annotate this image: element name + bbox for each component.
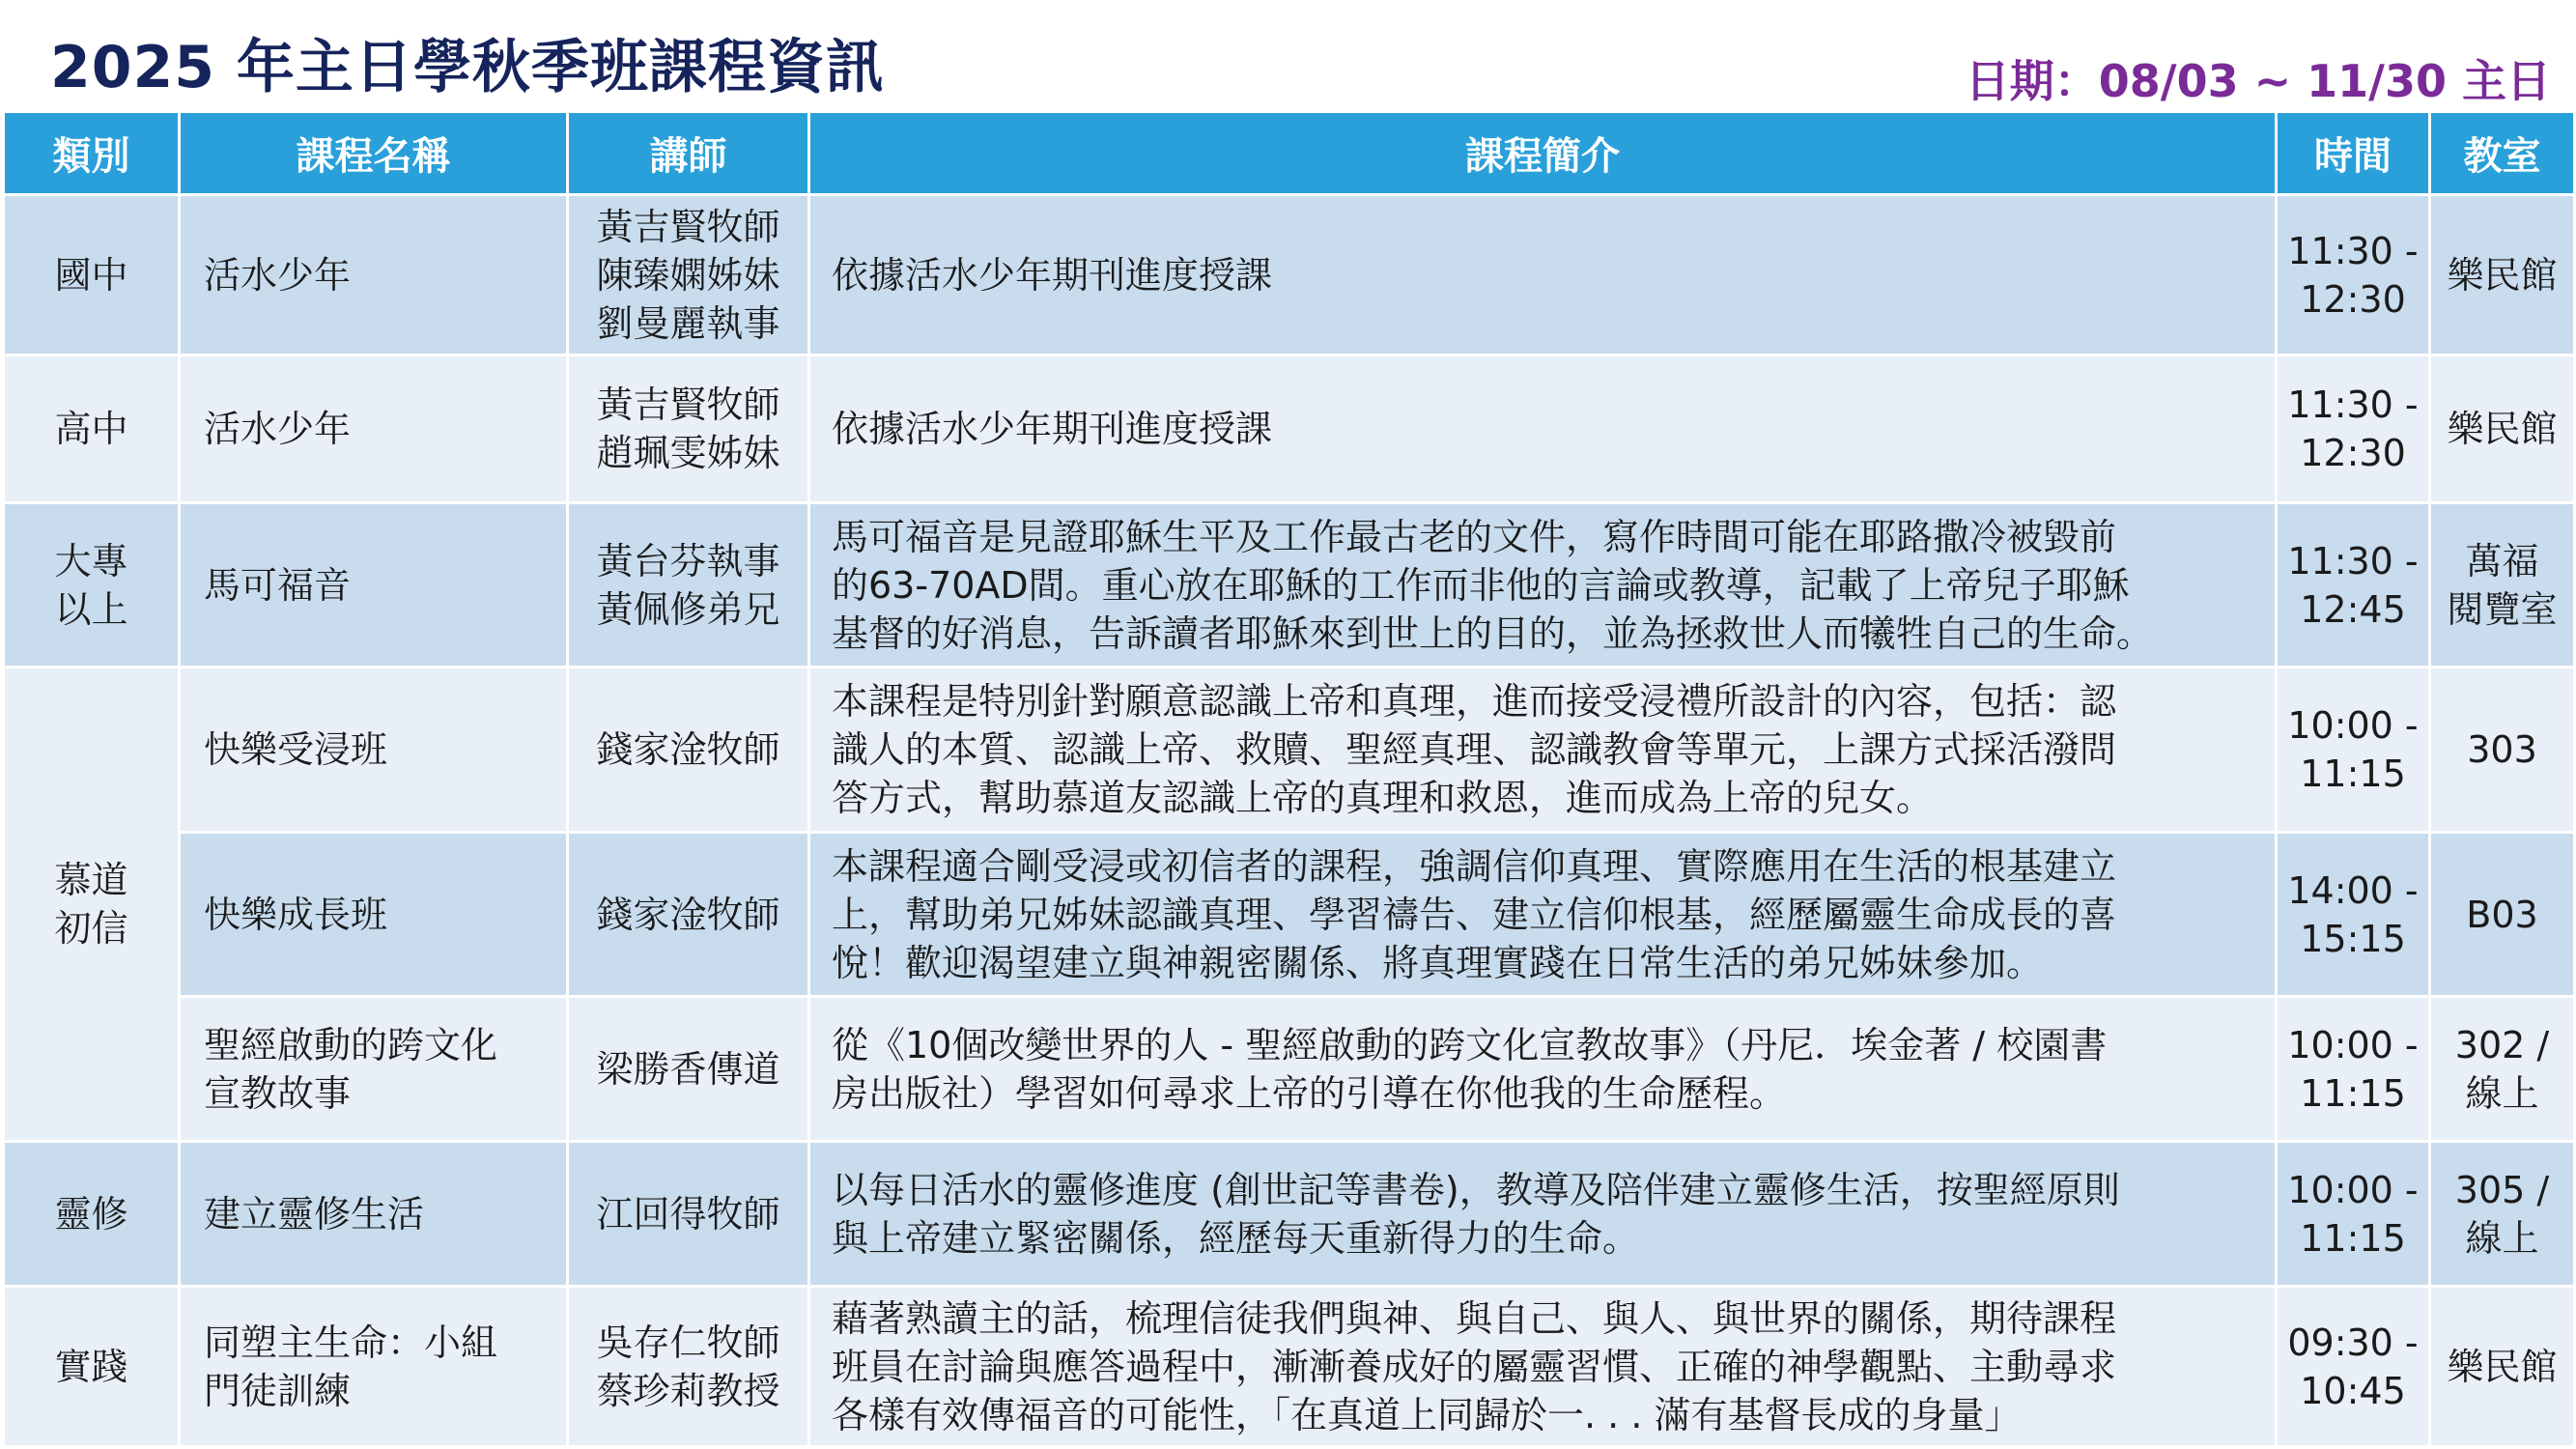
category-cell: 高中 bbox=[4, 355, 180, 503]
course-name-cell: 快樂受浸班 bbox=[180, 668, 568, 833]
course-name-cell: 活水少年 bbox=[180, 355, 568, 503]
table-row bbox=[4, 997, 2575, 1142]
category-cell: 實踐 bbox=[4, 1287, 180, 1447]
description-cell: 以每日活水的靈修進度 (創世記等書卷)，教導及陪伴建立靈修生活，按聖經原則 與上帝建立緊密關係，經歷每天重新得力的生命。 bbox=[809, 1142, 2277, 1287]
table-row bbox=[4, 1142, 2575, 1287]
teacher-cell: 吳存仁牧師 蔡珍莉教授 bbox=[568, 1287, 809, 1447]
description-cell: 從《10個改變世界的人 - 聖經啟動的跨文化宣教故事》（丹尼．埃金著 / 校園書 房出版社）學習如何尋求上帝的引導在你他我的生命歷程。 bbox=[809, 997, 2277, 1142]
room-cell: 萬福 閱覽室 bbox=[2430, 503, 2575, 668]
time-cell: 10:00 - 11:15 bbox=[2277, 668, 2430, 833]
col-header-room: 教室 bbox=[2430, 112, 2575, 195]
teacher-cell: 江回得牧師 bbox=[568, 1142, 809, 1287]
col-header-category: 類別 bbox=[4, 112, 180, 195]
teacher-cell: 梁勝香傳道 bbox=[568, 997, 809, 1142]
table-row bbox=[4, 833, 2575, 997]
table-row bbox=[4, 503, 2575, 668]
description-cell: 馬可福音是見證耶穌生平及工作最古老的文件，寫作時間可能在耶路撒冷被毀前 的63-70AD間。重心放在耶穌的工作而非他的言論或教導，記載了上帝兒子耶穌 基督的好消息，告訴讀者耶穌來到世上的目的，並為拯救世人而犧牲自己的生命。 bbox=[809, 503, 2277, 668]
room-cell: 樂民館 bbox=[2430, 1287, 2575, 1447]
room-cell: 305 / 線上 bbox=[2430, 1142, 2575, 1287]
time-cell: 11:30 - 12:30 bbox=[2277, 195, 2430, 355]
room-cell: 303 bbox=[2430, 668, 2575, 833]
table-row bbox=[4, 1287, 2575, 1447]
date-range: 日期：08/03 ~ 11/30 主日 bbox=[1965, 55, 2551, 107]
course-name-cell: 建立靈修生活 bbox=[180, 1142, 568, 1287]
teacher-cell: 黃吉賢牧師 趙珮雯姊妹 bbox=[568, 355, 809, 503]
teacher-cell: 黃吉賢牧師 陳臻嫻姊妹 劉曼麗執事 bbox=[568, 195, 809, 355]
table-row bbox=[4, 355, 2575, 503]
time-cell: 11:30 - 12:45 bbox=[2277, 503, 2430, 668]
course-name-cell: 同塑主生命：小組 門徒訓練 bbox=[180, 1287, 568, 1447]
time-cell: 11:30 - 12:30 bbox=[2277, 355, 2430, 503]
description-cell: 藉著熟讀主的話，梳理信徒我們與神、與自己、與人、與世界的關係，期待課程 班員在討論與應答過程中，漸漸養成好的屬靈習慣、正確的神學觀點、主動尋求 各樣有效傳福音的可能性，「在真道上同歸於一. . . 滿有基督長成的身量」 bbox=[809, 1287, 2277, 1447]
description-cell: 依據活水少年期刊進度授課 bbox=[809, 195, 2277, 355]
description-cell: 本課程適合剛受浸或初信者的課程，強調信仰真理、實際應用在生活的根基建立 上，幫助弟兄姊妹認識真理、學習禱告、建立信仰根基，經歷屬靈生命成長的喜 悅！歡迎渴望建立與神親密關係、將真理實踐在日常生活的弟兄姊妹參加。 bbox=[809, 833, 2277, 997]
room-cell: 302 / 線上 bbox=[2430, 997, 2575, 1142]
col-header-description: 課程簡介 bbox=[809, 112, 2277, 195]
teacher-cell: 錢家淦牧師 bbox=[568, 668, 809, 833]
col-header-course-name: 課程名稱 bbox=[180, 112, 568, 195]
room-cell: 樂民館 bbox=[2430, 195, 2575, 355]
course-name-cell: 聖經啟動的跨文化 宣教故事 bbox=[180, 997, 568, 1142]
page-title: 2025 年主日學秋季班課程資訊 bbox=[50, 34, 885, 101]
room-cell: B03 bbox=[2430, 833, 2575, 997]
teacher-cell: 黃台芬執事 黃佩修弟兄 bbox=[568, 503, 809, 668]
category-cell: 大專 以上 bbox=[4, 503, 180, 668]
time-cell: 10:00 - 11:15 bbox=[2277, 1142, 2430, 1287]
course-name-cell: 馬可福音 bbox=[180, 503, 568, 668]
description-cell: 依據活水少年期刊進度授課 bbox=[809, 355, 2277, 503]
teacher-cell: 錢家淦牧師 bbox=[568, 833, 809, 997]
table-row bbox=[4, 668, 2575, 833]
time-cell: 09:30 - 10:45 bbox=[2277, 1287, 2430, 1447]
room-cell: 樂民館 bbox=[2430, 355, 2575, 503]
category-cell: 國中 bbox=[4, 195, 180, 355]
course-name-cell: 快樂成長班 bbox=[180, 833, 568, 997]
course-name-cell: 活水少年 bbox=[180, 195, 568, 355]
description-cell: 本課程是特別針對願意認識上帝和真理，進而接受浸禮所設計的內容，包括：認 識人的本質、認識上帝、救贖、聖經真理、認識教會等單元，上課方式採活潑問 答方式，幫助慕道友認識上帝的真理和救恩，進而成為上帝的兒女。 bbox=[809, 668, 2277, 833]
time-cell: 10:00 - 11:15 bbox=[2277, 997, 2430, 1142]
category-cell: 慕道 初信 bbox=[4, 668, 180, 1142]
category-cell: 靈修 bbox=[4, 1142, 180, 1287]
col-header-teacher: 講師 bbox=[568, 112, 809, 195]
course-table bbox=[2, 110, 2576, 1448]
time-cell: 14:00 - 15:15 bbox=[2277, 833, 2430, 997]
col-header-time: 時間 bbox=[2277, 112, 2430, 195]
table-header-row bbox=[4, 112, 2575, 195]
table-row bbox=[4, 195, 2575, 355]
